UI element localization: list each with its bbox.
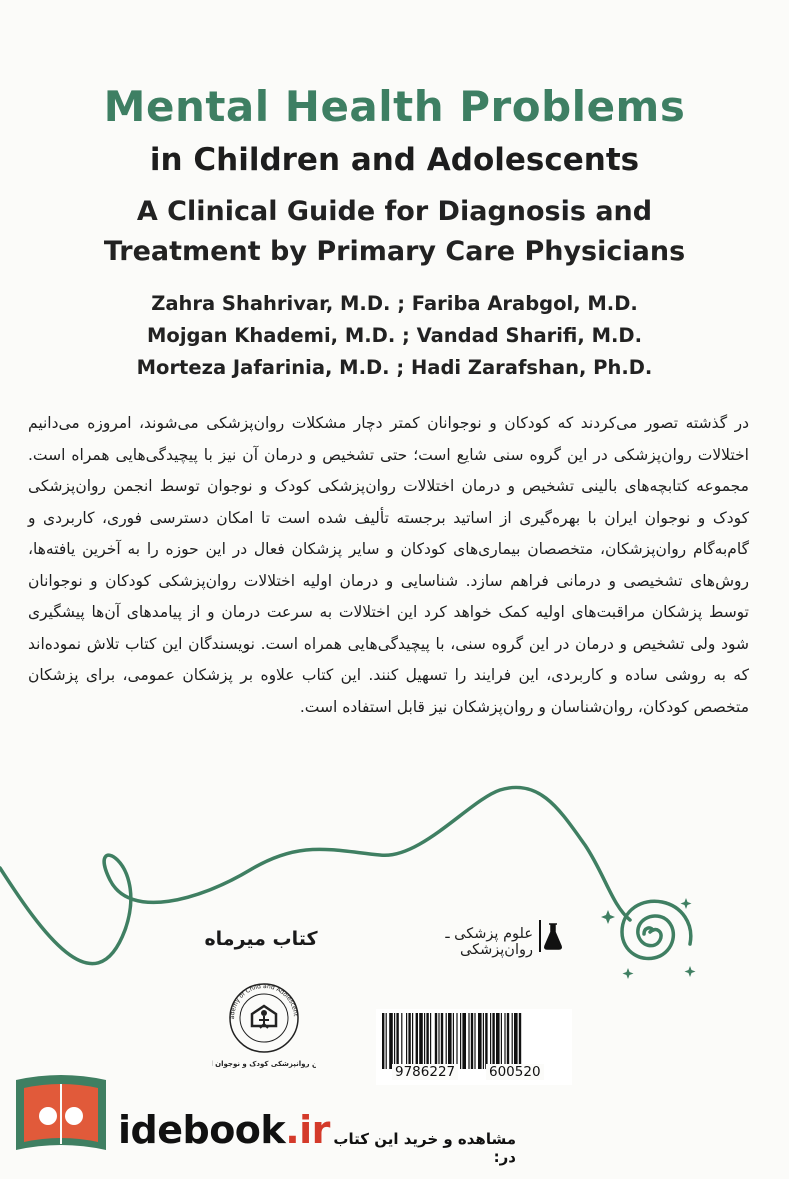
guide-line-2: Treatment by Primary Care Physicians [103, 236, 686, 267]
academy-logo [212, 970, 316, 1074]
barcode-bar [462, 1013, 466, 1069]
description-paragraph: در گذشته تصور می‌کردند که کودکان و نوجوانان کمتر دچار مشکلات روان‌پزشکی می‌شوند، امروزه می‌دانیم اختلالات روان‌پزشکی در این گروه سنی شایع است؛ حتی تشخیص و درمان آن نیز با پیچیدگی‌هایی همراه است. مجموعه کتابچه‌های بالینی تشخیص و درمان اختلالات روان‌پزشکی کودک و نوجوان توسط انجمن روان‌پزشکی کودک و نوجوان ایران با بهره‌گیری از اساتید برجسته تألیف شده است تا امکان دسترسی فوری، کاربردی و گام‌به‌گام روان‌پزشکان، متخصصان بیماری‌های کودکان و سایر پزشکان فعال در این حوزه را به آخرین یافته‌ها، روش‌های تشخیصی و درمانی فراهم سازد. شناسایی و درمان اولیه اختلالات روان‌پزشکی کودکان و نوجوانان توسط پزشکان مراقبت‌های اولیه کمک خواهد کرد این اختلالات به سرعت درمان و از پیامدهای آن‌ها پیشگیری شود ولی تشخیص و درمان در این گروه سنی، با پیچیدگی‌هایی همراه است. نویسندگان این کتاب تلاش نموده‌اند که به روشی ساده و کاربردی، این فرایند را تسهیل کنند. این کتاب علاوه بر پزشکان عمومی، برای پزشکان متخصص کودکان، روان‌شناسان و روان‌پزشکان نیز قابل استفاده است. [28, 414, 749, 716]
barcode-bar [453, 1013, 454, 1069]
barcode-bar [426, 1013, 428, 1069]
barcode-bar [396, 1013, 398, 1069]
publisher-logo [204, 918, 318, 956]
banner-text: مشاهده و خرید این کتاب در: [333, 1130, 516, 1166]
brand-tld: .ir [285, 1108, 330, 1152]
barcode-bar [408, 1013, 410, 1069]
isbn-right-digits: 600520 [486, 1064, 544, 1080]
academy-name-en: ademy of Child and Adolescent [228, 982, 299, 1020]
barcode-bar [412, 1013, 413, 1069]
book-guide-title [0, 192, 789, 272]
barcode-bar [492, 1013, 494, 1069]
book-title: Mental Health Problems [103, 82, 686, 131]
barcode-bar [419, 1013, 423, 1069]
authors-line-2: Mojgan Khademi, M.D. ; Vandad Sharifi, M.D. [147, 324, 642, 347]
idebook-brand[interactable] [118, 1108, 330, 1152]
barcode-bar [514, 1013, 518, 1069]
brand-main: idebook [118, 1108, 286, 1152]
barcode-bar [401, 1013, 402, 1069]
flask-icon [538, 918, 566, 954]
publisher-logo-text: کتاب میرماه [204, 928, 318, 950]
barcode-bar [382, 1013, 384, 1069]
barcode-bar [501, 1013, 502, 1069]
barcode-bar [478, 1013, 482, 1069]
book-category: علوم پزشکی ـ روان‌پزشکی [445, 926, 533, 958]
barcode-bar [456, 1013, 457, 1069]
book-subtitle: in Children and Adolescents [149, 142, 640, 178]
authors-block [0, 288, 789, 384]
isbn-left-digits: 9786227 [392, 1064, 458, 1080]
barcode-bar [448, 1013, 452, 1069]
barcode-bar [394, 1013, 395, 1069]
barcode-bar [468, 1013, 469, 1069]
barcode-bar [460, 1013, 461, 1069]
guide-line-1: A Clinical Guide for Diagnosis and [136, 196, 653, 227]
barcode-bar [474, 1013, 475, 1069]
academy-name-fa: ن روانپزشکی کودک و نوجوان [215, 1060, 316, 1068]
authors-line-1: Zahra Shahrivar, M.D. ; Fariba Arabgol, M.D. [151, 292, 638, 315]
barcode-bar [471, 1013, 473, 1069]
spiral-logo-icon [598, 880, 702, 984]
barcode-bar [446, 1013, 447, 1069]
barcode-bar [424, 1013, 425, 1069]
barcode-bar [438, 1013, 439, 1069]
book-description [28, 408, 749, 723]
barcode-bar [496, 1013, 500, 1069]
barcode-bar [507, 1013, 509, 1069]
barcode-bar [441, 1013, 443, 1069]
barcode-bar [430, 1013, 431, 1069]
academy-seal-icon [212, 970, 316, 1074]
barcode-bar [406, 1013, 407, 1069]
barcode-bar [490, 1013, 491, 1069]
barcode-bar [386, 1013, 387, 1069]
barcode-bar [483, 1013, 484, 1069]
idebook-book-icon [6, 1070, 116, 1170]
barcode-bar [485, 1013, 487, 1069]
barcode-bar [504, 1013, 505, 1069]
barcode-bar [512, 1013, 513, 1069]
barcode-bar [389, 1013, 393, 1069]
barcode-bar [435, 1013, 437, 1069]
barcode-bar [519, 1013, 521, 1069]
barcode-bar [416, 1013, 418, 1069]
authors-line-3: Morteza Jafarinia, M.D. ; Hadi Zarafshan, Ph.D. [136, 356, 653, 379]
